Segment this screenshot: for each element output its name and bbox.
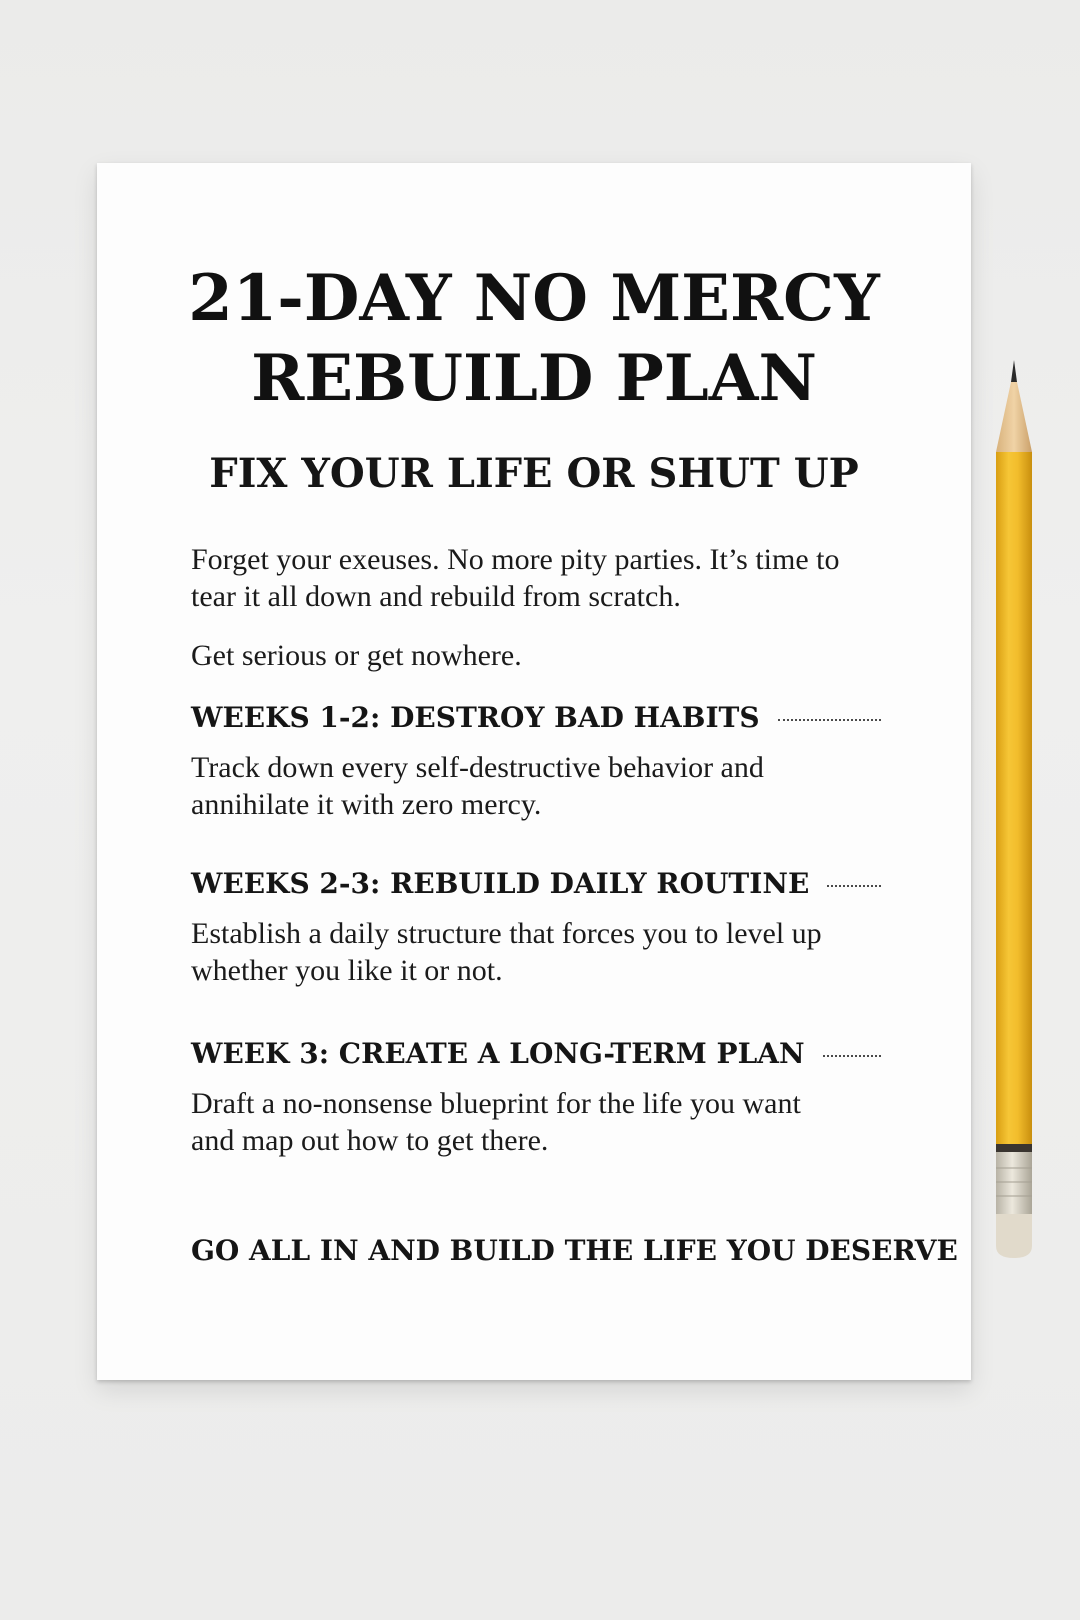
page-subtitle: FIX YOUR LIFE OR SHUT UP <box>209 450 859 497</box>
section-heading-week-3 <box>191 1036 881 1072</box>
section-body-weeks-1-2: Track down every self-destructive behavior and annihilate it with zero mercy. <box>191 751 764 821</box>
pencil-lead <box>1011 360 1017 382</box>
section-body-week-3: Draft a no-nonsense blueprint for the life you want and map out how to get there. <box>191 1087 801 1157</box>
pencil-body <box>996 452 1032 1144</box>
section-heading-text: WEEKS 2-3: REBUILD DAILY ROUTINE <box>191 867 810 900</box>
page-title <box>97 259 971 419</box>
dotted-leader <box>827 885 881 887</box>
pencil-wood-tip <box>996 382 1032 452</box>
section-heading-weeks-2-3 <box>191 866 881 902</box>
dotted-leader <box>778 719 881 721</box>
pencil-icon <box>992 360 1036 1260</box>
title-line-1: 21-DAY NO MERCY <box>188 261 880 336</box>
section-body-weeks-2-3: Establish a daily structure that forces you to level up whether you like it or not. <box>191 917 822 987</box>
section-heading-weeks-1-2 <box>191 700 881 736</box>
dotted-leader <box>823 1055 881 1057</box>
document-sheet <box>97 163 971 1380</box>
pencil-band <box>996 1144 1032 1152</box>
section-heading-text: WEEK 3: CREATE A LONG-TERM PLAN <box>191 1037 805 1070</box>
intro-paragraph: Forget your exeuses. No more pity parties. It’s time to tear it all down and rebuild from scratch. <box>191 543 840 613</box>
pencil-ferrule <box>996 1152 1032 1214</box>
closing-statement: GO ALL IN AND BUILD THE LIFE YOU DESERVE <box>191 1234 958 1267</box>
section-heading-text: WEEKS 1-2: DESTROY BAD HABITS <box>191 701 760 734</box>
intro-secondary: Get serious or get nowhere. <box>191 639 522 672</box>
title-line-2: REBUILD PLAN <box>251 341 817 416</box>
pencil-eraser <box>996 1214 1032 1258</box>
